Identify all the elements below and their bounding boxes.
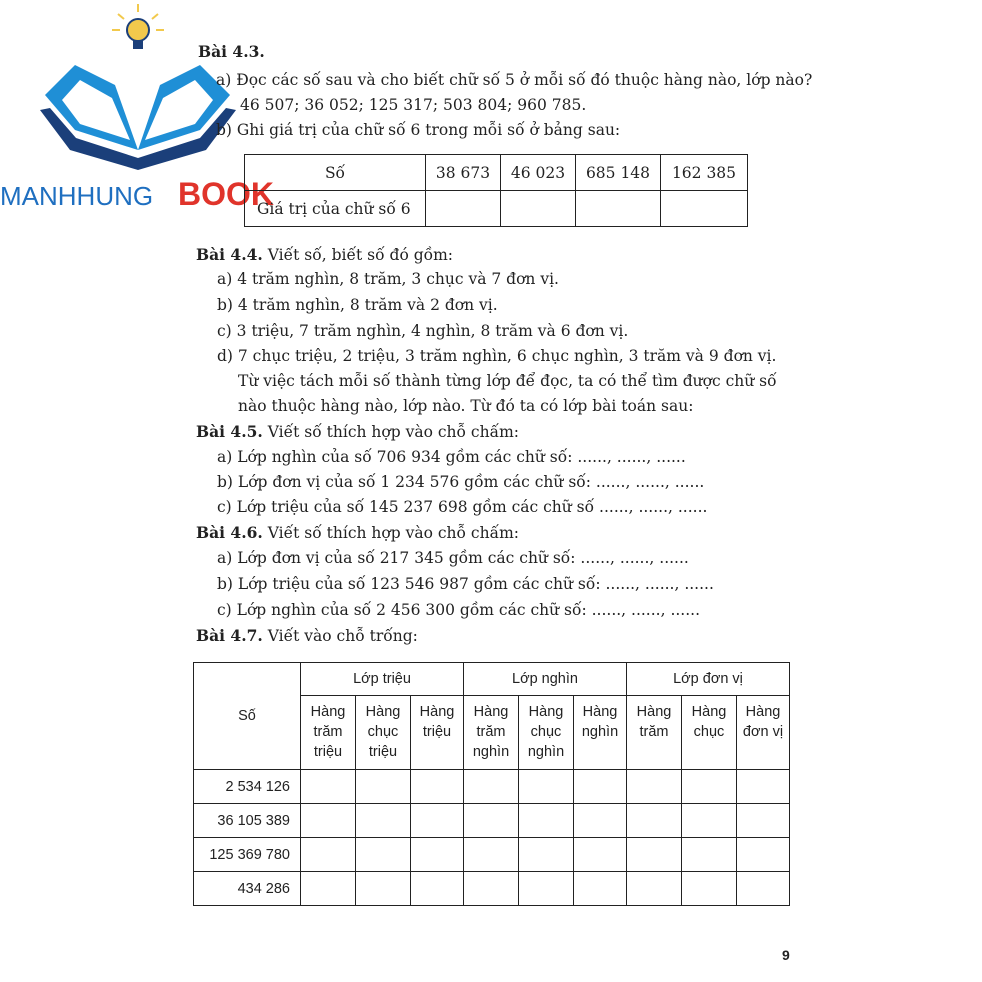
column-header-line: triệu — [368, 744, 398, 760]
exercise-4-5-title: Bài 4.5. — [196, 422, 263, 441]
column-header-line: triệu — [313, 744, 343, 760]
column-header-line: Hàng — [636, 704, 672, 720]
column-header-line: nghìn — [527, 744, 565, 760]
table-4-7-blank-cell[interactable] — [464, 804, 519, 838]
exercise-4-6-c: c) Lớp nghìn của số 2 456 300 gồm các chữ số: ......, ......, ...... — [217, 601, 701, 619]
table-4-7-blank-cell[interactable] — [464, 872, 519, 906]
exercise-4-3-title: Bài 4.3. — [198, 42, 265, 61]
column-header — [301, 696, 356, 770]
column-header-line: Hàng — [419, 704, 455, 720]
table-4-7-row-number: 125 369 780 — [194, 838, 301, 872]
lightbulb-icon — [112, 4, 164, 49]
table-4-7-row-number: 36 105 389 — [194, 804, 301, 838]
column-header — [519, 696, 574, 770]
column-header-line: chục — [530, 724, 562, 740]
group-header-lop-don-vi: Lớp đơn vị — [627, 663, 790, 696]
table-4-7-blank-cell[interactable] — [682, 872, 737, 906]
exercise-4-7-title: Bài 4.7. — [196, 626, 263, 645]
table-4-7-blank-cell[interactable] — [464, 838, 519, 872]
column-header-line: chục — [693, 724, 725, 740]
table-4-7-blank-cell[interactable] — [627, 804, 682, 838]
exercise-4-4-c: c) 3 triệu, 7 trăm nghìn, 4 nghìn, 8 trăm và 6 đơn vị. — [217, 322, 629, 340]
table-4-7-blank-cell[interactable] — [519, 804, 574, 838]
table-4-7-blank-cell[interactable] — [519, 838, 574, 872]
table-4-7-row-number: 2 534 126 — [194, 770, 301, 804]
exercise-4-4-a: a) 4 trăm nghìn, 8 trăm, 3 chục và 7 đơn vị. — [217, 270, 559, 288]
table-4-3-blank[interactable] — [576, 191, 661, 227]
brand-name-part2: BOOK — [178, 176, 274, 212]
table-4-7-blank-cell[interactable] — [301, 804, 356, 838]
column-header-line: trăm — [313, 724, 343, 740]
table-4-7-blank-cell[interactable] — [411, 872, 464, 906]
exercise-4-4-note-1: Từ việc tách mỗi số thành từng lớp để đọc, ta có thể tìm được chữ số — [238, 372, 777, 390]
table-4-7-blank-cell[interactable] — [574, 838, 627, 872]
table-4-7-blank-cell[interactable] — [464, 770, 519, 804]
table-4-7-blank-cell[interactable] — [627, 838, 682, 872]
exercise-4-4-note-2: nào thuộc hàng nào, lớp nào. Từ đó ta có lớp bài toán sau: — [238, 397, 694, 415]
table-4-7-blank-cell[interactable] — [411, 770, 464, 804]
table-4-3-value: 38 673 — [426, 155, 501, 191]
table-4-7-blank-cell[interactable] — [682, 804, 737, 838]
column-header — [627, 696, 682, 770]
table-4-7-blank-cell[interactable] — [301, 872, 356, 906]
column-header — [464, 696, 519, 770]
column-header-line: Hàng — [365, 704, 401, 720]
exercise-4-5-prompt: Viết số thích hợp vào chỗ chấm: — [262, 423, 519, 441]
column-header-line: triệu — [422, 724, 452, 740]
table-4-7-blank-cell[interactable] — [356, 804, 411, 838]
exercise-4-3-b: b) Ghi giá trị của chữ số 6 trong mỗi số ở bảng sau: — [216, 121, 621, 139]
table-4-3-blank[interactable] — [426, 191, 501, 227]
table-4-3-value: 46 023 — [501, 155, 576, 191]
exercise-4-5-c: c) Lớp triệu của số 145 237 698 gồm các chữ số ......, ......, ...... — [217, 498, 708, 516]
column-header-line: Hàng — [310, 704, 346, 720]
page-number: 9 — [782, 947, 790, 963]
table-4-3-label-so: Số — [245, 155, 426, 191]
table-4-7-blank-cell[interactable] — [356, 872, 411, 906]
table-4-7-blank-cell[interactable] — [519, 770, 574, 804]
exercise-4-5-heading — [196, 422, 519, 441]
column-header — [737, 696, 790, 770]
exercise-4-7-prompt: Viết vào chỗ trống: — [262, 627, 418, 645]
brand-name-part1: MANHHUNG — [0, 181, 154, 211]
exercise-4-7-heading — [196, 626, 418, 645]
table-4-7-blank-cell[interactable] — [356, 770, 411, 804]
column-header-line: chục — [367, 724, 399, 740]
table-4-7-blank-cell[interactable] — [737, 804, 790, 838]
column-header-line: Hàng — [528, 704, 564, 720]
group-header-lop-nghin: Lớp nghìn — [464, 663, 627, 696]
column-header-line: trăm — [476, 724, 506, 740]
column-header — [682, 696, 737, 770]
table-4-7-blank-cell[interactable] — [411, 838, 464, 872]
exercise-4-4-heading — [196, 245, 453, 264]
table-4-7-so-header: Số — [194, 663, 301, 770]
column-header-line: Hàng — [473, 704, 509, 720]
exercise-4-4-prompt: Viết số, biết số đó gồm: — [262, 246, 454, 264]
column-header-line: đơn vị — [742, 724, 784, 740]
column-header-line: Hàng — [745, 704, 781, 720]
exercise-4-3-a: a) Đọc các số sau và cho biết chữ số 5 ở mỗi số đó thuộc hàng nào, lớp nào? — [216, 71, 813, 89]
table-4-7-blank-cell[interactable] — [356, 838, 411, 872]
table-4-3 — [244, 154, 748, 227]
table-4-7-blank-cell[interactable] — [627, 872, 682, 906]
exercise-4-4-d: d) 7 chục triệu, 2 triệu, 3 trăm nghìn, 6 chục nghìn, 3 trăm và 9 đơn vị. — [217, 347, 777, 365]
column-header-line: nghìn — [472, 744, 510, 760]
table-4-7-blank-cell[interactable] — [574, 770, 627, 804]
exercise-4-5-b: b) Lớp đơn vị của số 1 234 576 gồm các chữ số: ......, ......, ...... — [217, 473, 705, 491]
table-4-7-blank-cell[interactable] — [301, 838, 356, 872]
table-4-7 — [193, 662, 790, 906]
table-4-3-label-value: Giá trị của chữ số 6 — [245, 191, 426, 227]
table-4-7-blank-cell[interactable] — [627, 770, 682, 804]
exercise-4-4-b: b) 4 trăm nghìn, 8 trăm và 2 đơn vị. — [217, 296, 498, 314]
column-header-line: trăm — [639, 724, 669, 740]
table-4-7-blank-cell[interactable] — [574, 804, 627, 838]
exercise-4-5-a: a) Lớp nghìn của số 706 934 gồm các chữ số: ......, ......, ...... — [217, 448, 686, 466]
table-4-7-blank-cell[interactable] — [737, 872, 790, 906]
table-4-3-value: 162 385 — [661, 155, 748, 191]
exercise-4-6-title: Bài 4.6. — [196, 523, 263, 542]
column-header — [574, 696, 627, 770]
exercise-4-6-heading — [196, 523, 519, 542]
column-header-line: nghìn — [581, 724, 619, 740]
table-4-7-blank-cell[interactable] — [682, 838, 737, 872]
column-header-line: Hàng — [691, 704, 727, 720]
table-4-7-blank-cell[interactable] — [682, 770, 737, 804]
table-4-3-blank[interactable] — [661, 191, 748, 227]
exercise-4-4-title: Bài 4.4. — [196, 245, 263, 264]
table-4-7-blank-cell[interactable] — [301, 770, 356, 804]
table-4-7-blank-cell[interactable] — [737, 838, 790, 872]
table-4-3-blank[interactable] — [501, 191, 576, 227]
table-4-7-row-number: 434 286 — [194, 872, 301, 906]
table-4-7-blank-cell[interactable] — [519, 872, 574, 906]
table-4-7-blank-cell[interactable] — [737, 770, 790, 804]
column-header-line: Hàng — [582, 704, 618, 720]
column-header — [356, 696, 411, 770]
table-4-7-blank-cell[interactable] — [411, 804, 464, 838]
exercise-4-3-numbers: 46 507; 36 052; 125 317; 503 804; 960 785. — [240, 96, 587, 114]
exercise-4-6-a: a) Lớp đơn vị của số 217 345 gồm các chữ số: ......, ......, ...... — [217, 549, 689, 567]
exercise-4-6-prompt: Viết số thích hợp vào chỗ chấm: — [262, 524, 519, 542]
open-book-icon — [40, 65, 236, 170]
exercise-4-6-b: b) Lớp triệu của số 123 546 987 gồm các chữ số: ......, ......, ...... — [217, 575, 714, 593]
group-header-lop-trieu: Lớp triệu — [301, 663, 464, 696]
table-4-3-value: 685 148 — [576, 155, 661, 191]
table-4-7-blank-cell[interactable] — [574, 872, 627, 906]
column-header — [411, 696, 464, 770]
